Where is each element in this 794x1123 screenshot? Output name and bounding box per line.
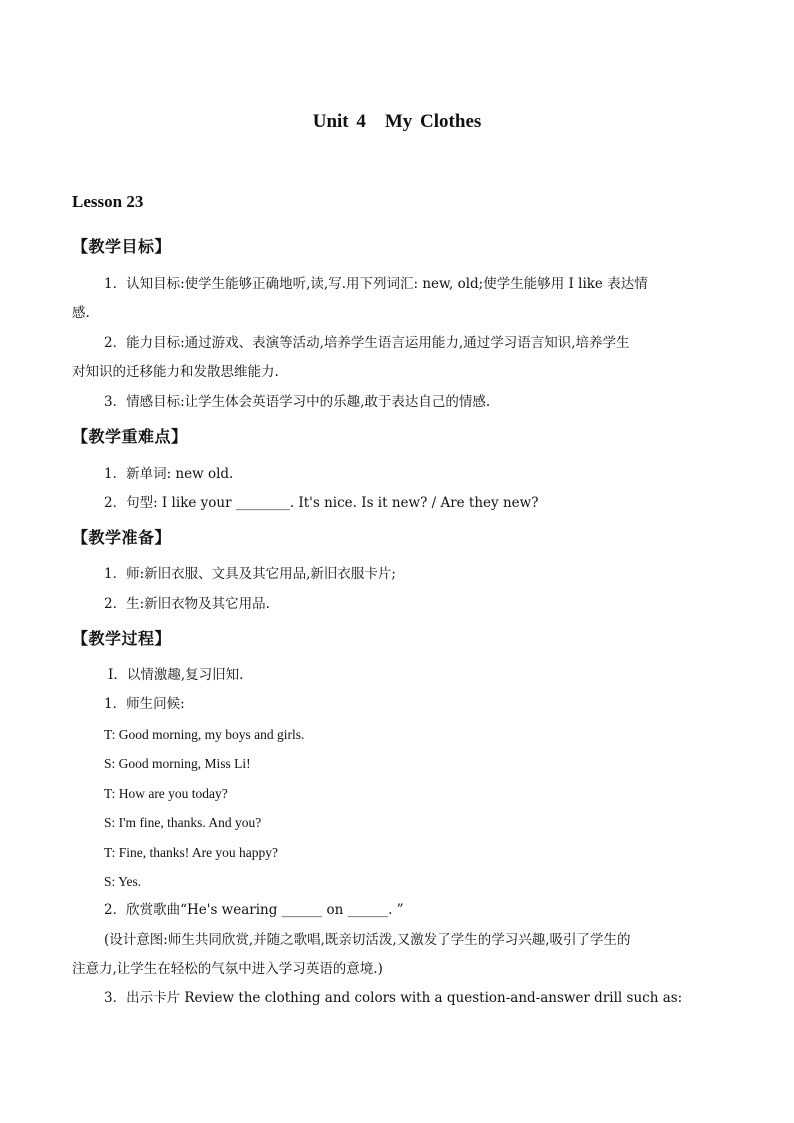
objective-2-line-2: 对知识的迁移能力和发散思维能力. — [72, 364, 279, 380]
dialogue-line: S: Good morning, Miss Li! — [104, 756, 251, 771]
objective-1-line-1: 1．认知目标:使学生能够正确地听,读,写.用下列词汇: new, old;使学生能够用 I like 表达情 — [104, 276, 648, 292]
objective-2-line-1: 2．能力目标:通过游戏、表演等活动,培养学生语言运用能力,通过学习语言知识,培养学生 — [104, 335, 630, 351]
process-sub-1: 1．师生问候: — [104, 696, 185, 712]
objective-1-line-2: 感. — [72, 305, 90, 321]
dialogue-line: S: I'm fine, thanks. And you? — [104, 815, 262, 830]
section-heading-key-points: 【教学重难点】 — [72, 427, 188, 446]
objective-3: 3．情感目标:让学生体会英语学习中的乐趣,敢于表达自己的情感. — [104, 394, 491, 410]
document-title: Unit 4 My Clothes — [312, 111, 482, 132]
design-intent-line-2: 注意力,让学生在轻松的气氛中进入学习英语的意境.) — [72, 961, 383, 977]
process-sub-3: 3．出示卡片 Review the clothing and colors with a question-and-answer drill such as: — [104, 990, 683, 1006]
section-heading-process: 【教学过程】 — [72, 629, 172, 648]
dialogue-line: T: How are you today? — [104, 786, 228, 801]
dialogue-line: S: Yes. — [104, 874, 142, 889]
process-step-1: Ⅰ．以情激趣,复习旧知. — [108, 667, 244, 683]
preparation-2: 2．生:新旧衣物及其它用品. — [104, 596, 270, 612]
dialogue-line: T: Fine, thanks! Are you happy? — [104, 845, 279, 860]
lesson-label: Lesson 23 — [72, 192, 144, 211]
section-heading-objectives: 【教学目标】 — [72, 237, 172, 256]
preparation-1: 1．师:新旧衣服、文具及其它用品,新旧衣服卡片; — [104, 566, 396, 582]
design-intent-line-1: (设计意图:师生共同欣赏,并随之歌唱,既亲切活泼,又激发了学生的学习兴趣,吸引了学生的 — [104, 932, 631, 948]
key-point-1: 1．新单词: new old. — [104, 466, 234, 482]
process-sub-2: 2．欣赏歌曲“He's wearing ______ on ______. ” — [104, 902, 404, 918]
key-point-2: 2．句型: I like your ________. It's nice. Is it new? / Are they new? — [104, 495, 539, 511]
section-heading-preparation: 【教学准备】 — [72, 528, 172, 547]
dialogue-line: T: Good morning, my boys and girls. — [104, 727, 305, 742]
